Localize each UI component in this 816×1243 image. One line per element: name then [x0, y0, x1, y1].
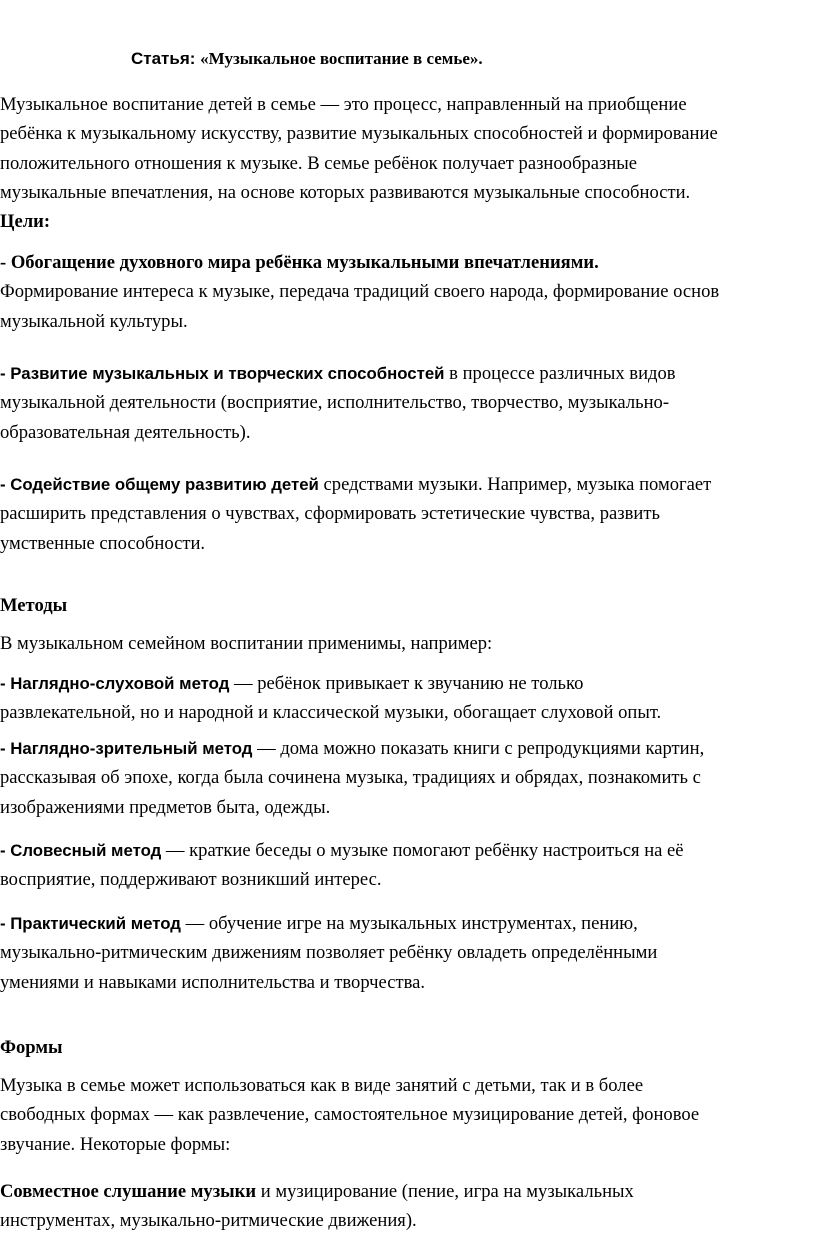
method-4-rest: — обучение игре на музыкальных инструментах, пению,: [180, 913, 638, 934]
method-2-title: - Наглядно-зрительный метод: [0, 739, 253, 758]
method-4-line: умениями и навыками исполнительства и творчества.: [0, 971, 426, 993]
goal-2-line: образовательная деятельность).: [0, 421, 251, 443]
methods-heading: Методы: [0, 595, 68, 616]
method-3-first-line: [0, 836, 816, 865]
goal-2: [0, 359, 816, 447]
method-3-rest: — краткие беседы о музыке помогают ребёнку настроиться на её: [161, 840, 684, 861]
method-1: [0, 669, 816, 728]
goal-3-rest: средствами музыки. Например, музыка помогает: [318, 474, 712, 495]
methods-intro-line: В музыкальном семейном воспитании применимы, например:: [0, 633, 493, 654]
form-1-line: инструментах, музыкально-ритмические движения).: [0, 1210, 417, 1232]
goal-3-line: умственные способности.: [0, 532, 206, 554]
goal-3-line: расширить представления о чувствах, сформировать эстетические чувства, развить: [0, 503, 660, 525]
goal-3-title: - Содействие общему развитию детей: [0, 475, 319, 494]
goal-1-line: Формирование интереса к музыке, передача традиций своего народа, формирование основ: [0, 281, 720, 303]
goal-2-rest: в процессе различных видов: [444, 363, 676, 384]
article-title-text: «Музыкальное воспитание в семье».: [200, 49, 483, 68]
intro-line: музыкальные впечатления, на основе которых развиваются музыкальные способности.: [0, 181, 691, 203]
article-title-prefix: Статья:: [131, 49, 201, 68]
goal-3: [0, 470, 816, 558]
goal-1-line: музыкальной культуры.: [0, 310, 188, 332]
form-1-rest: и музицирование (пение, игра на музыкальных: [256, 1181, 634, 1202]
method-2-rest: — дома можно показать книги с репродукциями картин,: [252, 738, 705, 759]
method-2-line: рассказывая об эпохе, когда была сочинена музыка, традициях и обрядах, познакомить с: [0, 767, 701, 789]
method-4-first-line: [0, 909, 816, 938]
article-title: [131, 49, 483, 69]
intro-line: положительного отношения к музыке. В семье ребёнок получает разнообразные: [0, 152, 638, 174]
form-1-title: Совместное слушание музыки: [0, 1181, 257, 1202]
method-1-line: развлекательной, но и народной и классической музыки, обогащает слуховой опыт.: [0, 702, 662, 724]
form-1: [0, 1177, 816, 1236]
intro-paragraph: [0, 90, 816, 236]
goal-2-first-line: [0, 359, 816, 388]
goal-3-first-line: [0, 470, 816, 499]
forms-intro-line: звучание. Некоторые формы:: [0, 1133, 231, 1155]
method-2-line: изображениями предметов быта, одежды.: [0, 796, 331, 818]
goal-2-title: - Развитие музыкальных и творческих способностей: [0, 364, 445, 383]
forms-intro-line: свободных формах — как развлечение, самостоятельное музицирование детей, фоновое: [0, 1104, 700, 1126]
forms-section-heading: [0, 1033, 816, 1062]
forms-intro-line: Музыка в семье может использоваться как в виде занятий с детьми, так и в более: [0, 1075, 644, 1096]
method-4: [0, 909, 816, 997]
method-3-title: - Словесный метод: [0, 841, 162, 860]
goal-1-title: - Обогащение духовного мира ребёнка музыкальными впечатлениями.: [0, 252, 599, 273]
goal-1: [0, 248, 816, 336]
method-3-line: восприятие, поддерживают возникший интерес.: [0, 869, 382, 891]
method-3: [0, 836, 816, 895]
intro-line: ребёнка к музыкальному искусству, развитие музыкальных способностей и формирование: [0, 123, 718, 145]
method-4-line: музыкально-ритмическим движениям позволяет ребёнку овладеть определёнными: [0, 942, 658, 964]
form-1-first-line: [0, 1177, 816, 1206]
method-1-title: - Наглядно-слуховой метод: [0, 674, 230, 693]
intro-line: Музыкальное воспитание детей в семье — это процесс, направленный на приобщение: [0, 94, 687, 115]
method-1-first-line: [0, 669, 816, 698]
goals-heading: Цели:: [0, 211, 51, 233]
method-1-rest: — ребёнок привыкает к звучанию не только: [229, 673, 584, 694]
forms-heading: Формы: [0, 1037, 63, 1058]
goal-2-line: музыкальной деятельности (восприятие, исполнительство, творчество, музыкально-: [0, 392, 670, 414]
method-4-title: - Практический метод: [0, 914, 181, 933]
methods-intro: [0, 629, 816, 658]
forms-intro: [0, 1071, 816, 1159]
methods-section-heading: [0, 591, 816, 620]
method-2: [0, 734, 816, 822]
method-2-first-line: [0, 734, 816, 763]
